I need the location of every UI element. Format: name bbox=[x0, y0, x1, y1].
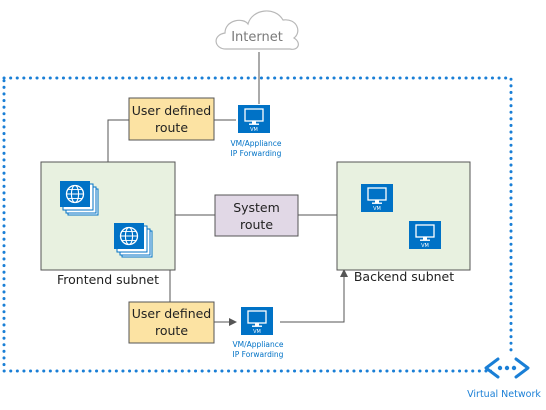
system-route-line1: System bbox=[233, 200, 280, 215]
frontend-subnet bbox=[41, 162, 175, 287]
internet-cloud bbox=[216, 11, 298, 49]
virtual-network-label: Virtual Network bbox=[467, 389, 541, 400]
udr-bottom-line2: route bbox=[154, 323, 189, 338]
vm-icon bbox=[238, 105, 270, 133]
vm-appliance-top bbox=[230, 105, 281, 158]
vm-badge: VM bbox=[250, 127, 258, 133]
vm-badge: VM bbox=[421, 243, 429, 249]
vm-badge: VM bbox=[253, 329, 261, 335]
vm-icon bbox=[361, 184, 393, 212]
udr-top-line2: route bbox=[154, 120, 189, 135]
web-app-icon bbox=[114, 223, 152, 257]
backend-subnet-label: Backend subnet bbox=[353, 269, 455, 284]
system-route bbox=[215, 195, 298, 236]
backend-subnet bbox=[337, 162, 470, 284]
vm-icon bbox=[409, 221, 441, 249]
vm-appliance-top-line2: IP Forwarding bbox=[230, 149, 282, 158]
udr-top-line1: User defined bbox=[131, 103, 212, 118]
system-route-line2: route bbox=[239, 217, 274, 232]
vm-appliance-top-line1: VM/Appliance bbox=[230, 139, 282, 148]
udr-top bbox=[129, 98, 214, 140]
backend-subnet-box bbox=[337, 162, 470, 270]
vm-appliance-bottom-line1: VM/Appliance bbox=[232, 340, 284, 349]
vm-to-backend-arrow bbox=[280, 270, 344, 322]
vm-badge: VM bbox=[373, 206, 381, 212]
vm-icon bbox=[241, 307, 273, 335]
frontend-to-udr-top-line bbox=[108, 120, 129, 162]
udr-bottom bbox=[129, 302, 214, 343]
web-app-icon bbox=[60, 181, 98, 215]
vm-appliance-bottom-line2: IP Forwarding bbox=[232, 350, 284, 359]
internet-label: Internet bbox=[231, 30, 283, 45]
vm-appliance-bottom bbox=[232, 307, 283, 359]
virtual-network-icon bbox=[486, 355, 532, 381]
udr-bottom-line1: User defined bbox=[131, 306, 212, 321]
frontend-subnet-box bbox=[41, 162, 175, 270]
frontend-subnet-label: Frontend subnet bbox=[56, 272, 160, 287]
